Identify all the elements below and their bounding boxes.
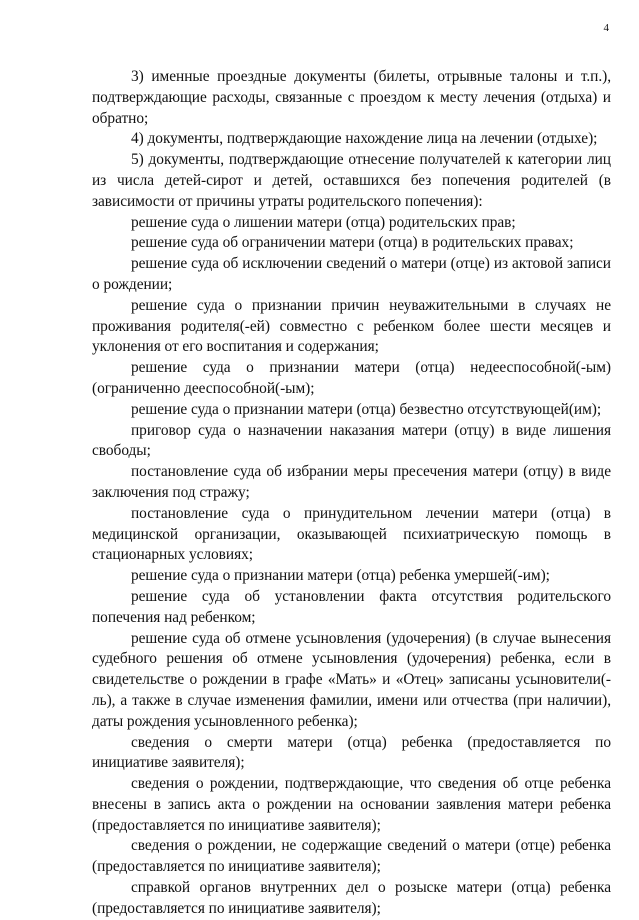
list-item: постановление суда о принудительном лечении матери (отца) в медицинской организации, оказывающей психиатрическую помощь в стационарных условиях; (92, 504, 611, 564)
list-item: решение суда о признании причин неуважительными в случаях не проживания родителя(-ей) совместно с ребенком более шести месяцев и уклонения от его воспитания и содержания; (92, 296, 611, 356)
list-item: приговор суда о назначении наказания матери (отцу) в виде лишения свободы; (92, 421, 611, 460)
page-number: 4 (603, 22, 609, 34)
list-item: сведения о рождении, не содержащие сведений о матери (отце) ребенка (предоставляется по инициативе заявителя); (92, 837, 611, 876)
list-item: справкой органов внутренних дел о розыске матери (отца) ребенка (предоставляется по инициативе заявителя); (92, 879, 611, 917)
list-item: решение суда об отмене усыновления (удочерения) (в случае вынесения судебного решения об отмене усыновления (удочерения) ребенка, если в свидетельстве о рождении в графе «Мать» и «Отец» записаны усыновители(-ль), а также в случае изменения фамилии, имени или отчества (при наличии), даты рождения усыновленного ребенка); (92, 629, 611, 730)
list-item: решение суда об установлении факта отсутствия родительского попечения над ребенком; (92, 587, 611, 626)
list-item: решение суда об ограничении матери (отца) в родительских правах; (131, 234, 574, 252)
list-item: сведения о рождении, подтверждающие, что сведения об отце ребенка внесены в запись акта о рождении на основании заявления матери ребенка (предоставляется по инициативе заявителя); (92, 775, 611, 834)
paragraph-5-orphan-status-documents: 5) документы, подтверждающие отнесение получателей к категории лиц из числа детей-сирот и детей, оставшихся без попечения родителей (в зависимости от причины утраты родительского попечения): (92, 151, 611, 210)
list-item: решение суда о лишении матери (отца) родительских прав; (131, 213, 516, 231)
document-body (92, 67, 611, 920)
list-item: решение суда о признании матери (отца) безвестно отсутствующей(им); (131, 400, 602, 418)
list-item: постановление суда об избрании меры пресечения матери (отцу) в виде заключения под стражу; (92, 463, 611, 501)
list-item: решение суда о признании матери (отца) ребенка умершей(-им); (131, 567, 550, 585)
list-item: сведения о смерти матери (отца) ребенка (предоставляется по инициативе заявителя); (92, 733, 611, 772)
list-item: решение суда об исключении сведений о матери (отце) из актовой записи о рождении; (92, 255, 611, 293)
list-item: решение суда о признании матери (отца) недееспособной(-ым) (ограниченно дееспособной(-ым); (92, 359, 611, 397)
paragraph-4-treatment-documents: 4) документы, подтверждающие нахождение лица на лечении (отдыхе); (131, 130, 598, 148)
paragraph-3-travel-documents: 3) именные проездные документы (билеты, отрывные талоны и т.п.), подтверждающие расходы, связанные с проездом к месту лечения (отдыха) и обратно; (92, 68, 611, 127)
